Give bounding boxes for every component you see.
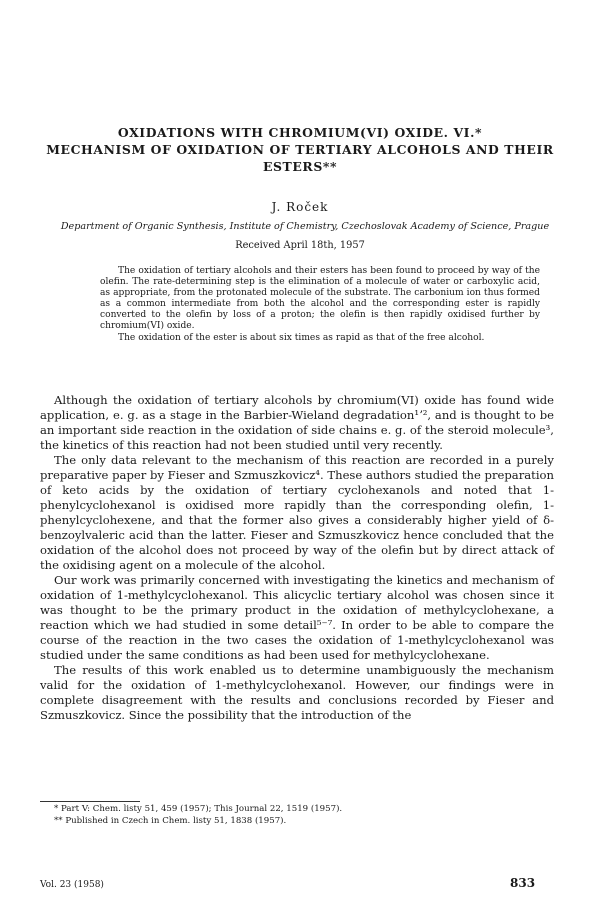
volume-label: Vol. 23 (1958) (40, 880, 104, 890)
author-name: J. Roček (271, 200, 329, 214)
title-line-2: MECHANISM OF OXIDATION OF TERTIARY ALCOHOLS AND THEIR (46, 142, 554, 157)
page-number: 833 (510, 876, 536, 890)
body-paragraph: Although the oxidation of tertiary alcohols by chromium(VI) oxide has found wide application, e. g. as a stage in the Barbier-Wieland degradation¹ʼ², and is thought to be an important side reaction in the oxidation of side chains e. g. of the steroid molecule³, the kinetics of this reaction had not been studied until very recently. (40, 393, 554, 452)
abstract (100, 266, 540, 344)
received-date: Received April 18th, 1957 (235, 240, 365, 251)
body-paragraph: Our work was primarily concerned with investigating the kinetics and mechanism of oxidation of 1-methylcyclohexanol. This alicyclic tertiary alcohol was chosen since it was thought to be the primary product in the oxidation of methylcyclohexane, a reaction which we had studied in some detail⁵⁻⁷. In order to be able to compare the course of the reaction in the two cases the oxidation of 1-methylcyclohexanol was studied under the same conditions as had been used for methylcyclohexane. (40, 573, 554, 662)
article-title (20, 124, 580, 175)
footnote-divider (40, 801, 140, 802)
article-body (40, 393, 554, 723)
author-affiliation: Department of Organic Synthesis, Institute of Chemistry, Czechoslovak Academy of Science, Prague (60, 221, 550, 232)
title-line-3: ESTERS** (262, 159, 338, 174)
abstract-paragraph: The oxidation of tertiary alcohols and their esters has been found to proceed by way of the olefin. The rate-determining step is the elimination of a molecule of water or carboxylic acid, as appropriate, from the protonated molecule of the substrate. The carbonium ion thus formed as a common intermediate from both the alcohol and the corresponding ester is rapidly converted to the olefin by loss of a proton; the olefin is then rapidly oxidised further by chromium(VI) oxide. (100, 266, 540, 332)
body-paragraph: The results of this work enabled us to determine unambiguously the mechanism valid for the oxidation of 1-methylcyclohexanol. However, our findings were in complete disagreement with the results and conclusions recorded by Fieser and Szmuszkovicz. Since the possibility that the introduction of the (40, 663, 554, 722)
body-paragraph: The only data relevant to the mechanism of this reaction are recorded in a purely preparative paper by Fieser and Szmuszkovicz⁴. These authors studied the preparation of keto acids by the oxidation of tertiary cyclohexanols and noted that 1-phenylcyclohexanol is oxidised more rapidly than the corresponding olefin, 1-phenylcyclohexene, and that the former also gives a considerably higher yield of δ-benzoylvaleric acid than the latter. Fieser and Szmuszkovicz hence concluded that the oxidation of the alcohol does not proceed by way of the olefin but by direct attack of the oxidising agent on a molecule of the alcohol. (40, 453, 554, 572)
footnote: * Part V: Chem. listy 51, 459 (1957); This Journal 22, 1519 (1957). (54, 804, 343, 814)
footnote: ** Published in Czech in Chem. listy 51, 1838 (1957). (54, 816, 287, 826)
title-line-1: OXIDATIONS WITH CHROMIUM(VI) OXIDE. VI.* (117, 125, 483, 140)
abstract-paragraph: The oxidation of the ester is about six times as rapid as that of the free alcohol. (118, 332, 485, 343)
footnotes (40, 803, 560, 827)
